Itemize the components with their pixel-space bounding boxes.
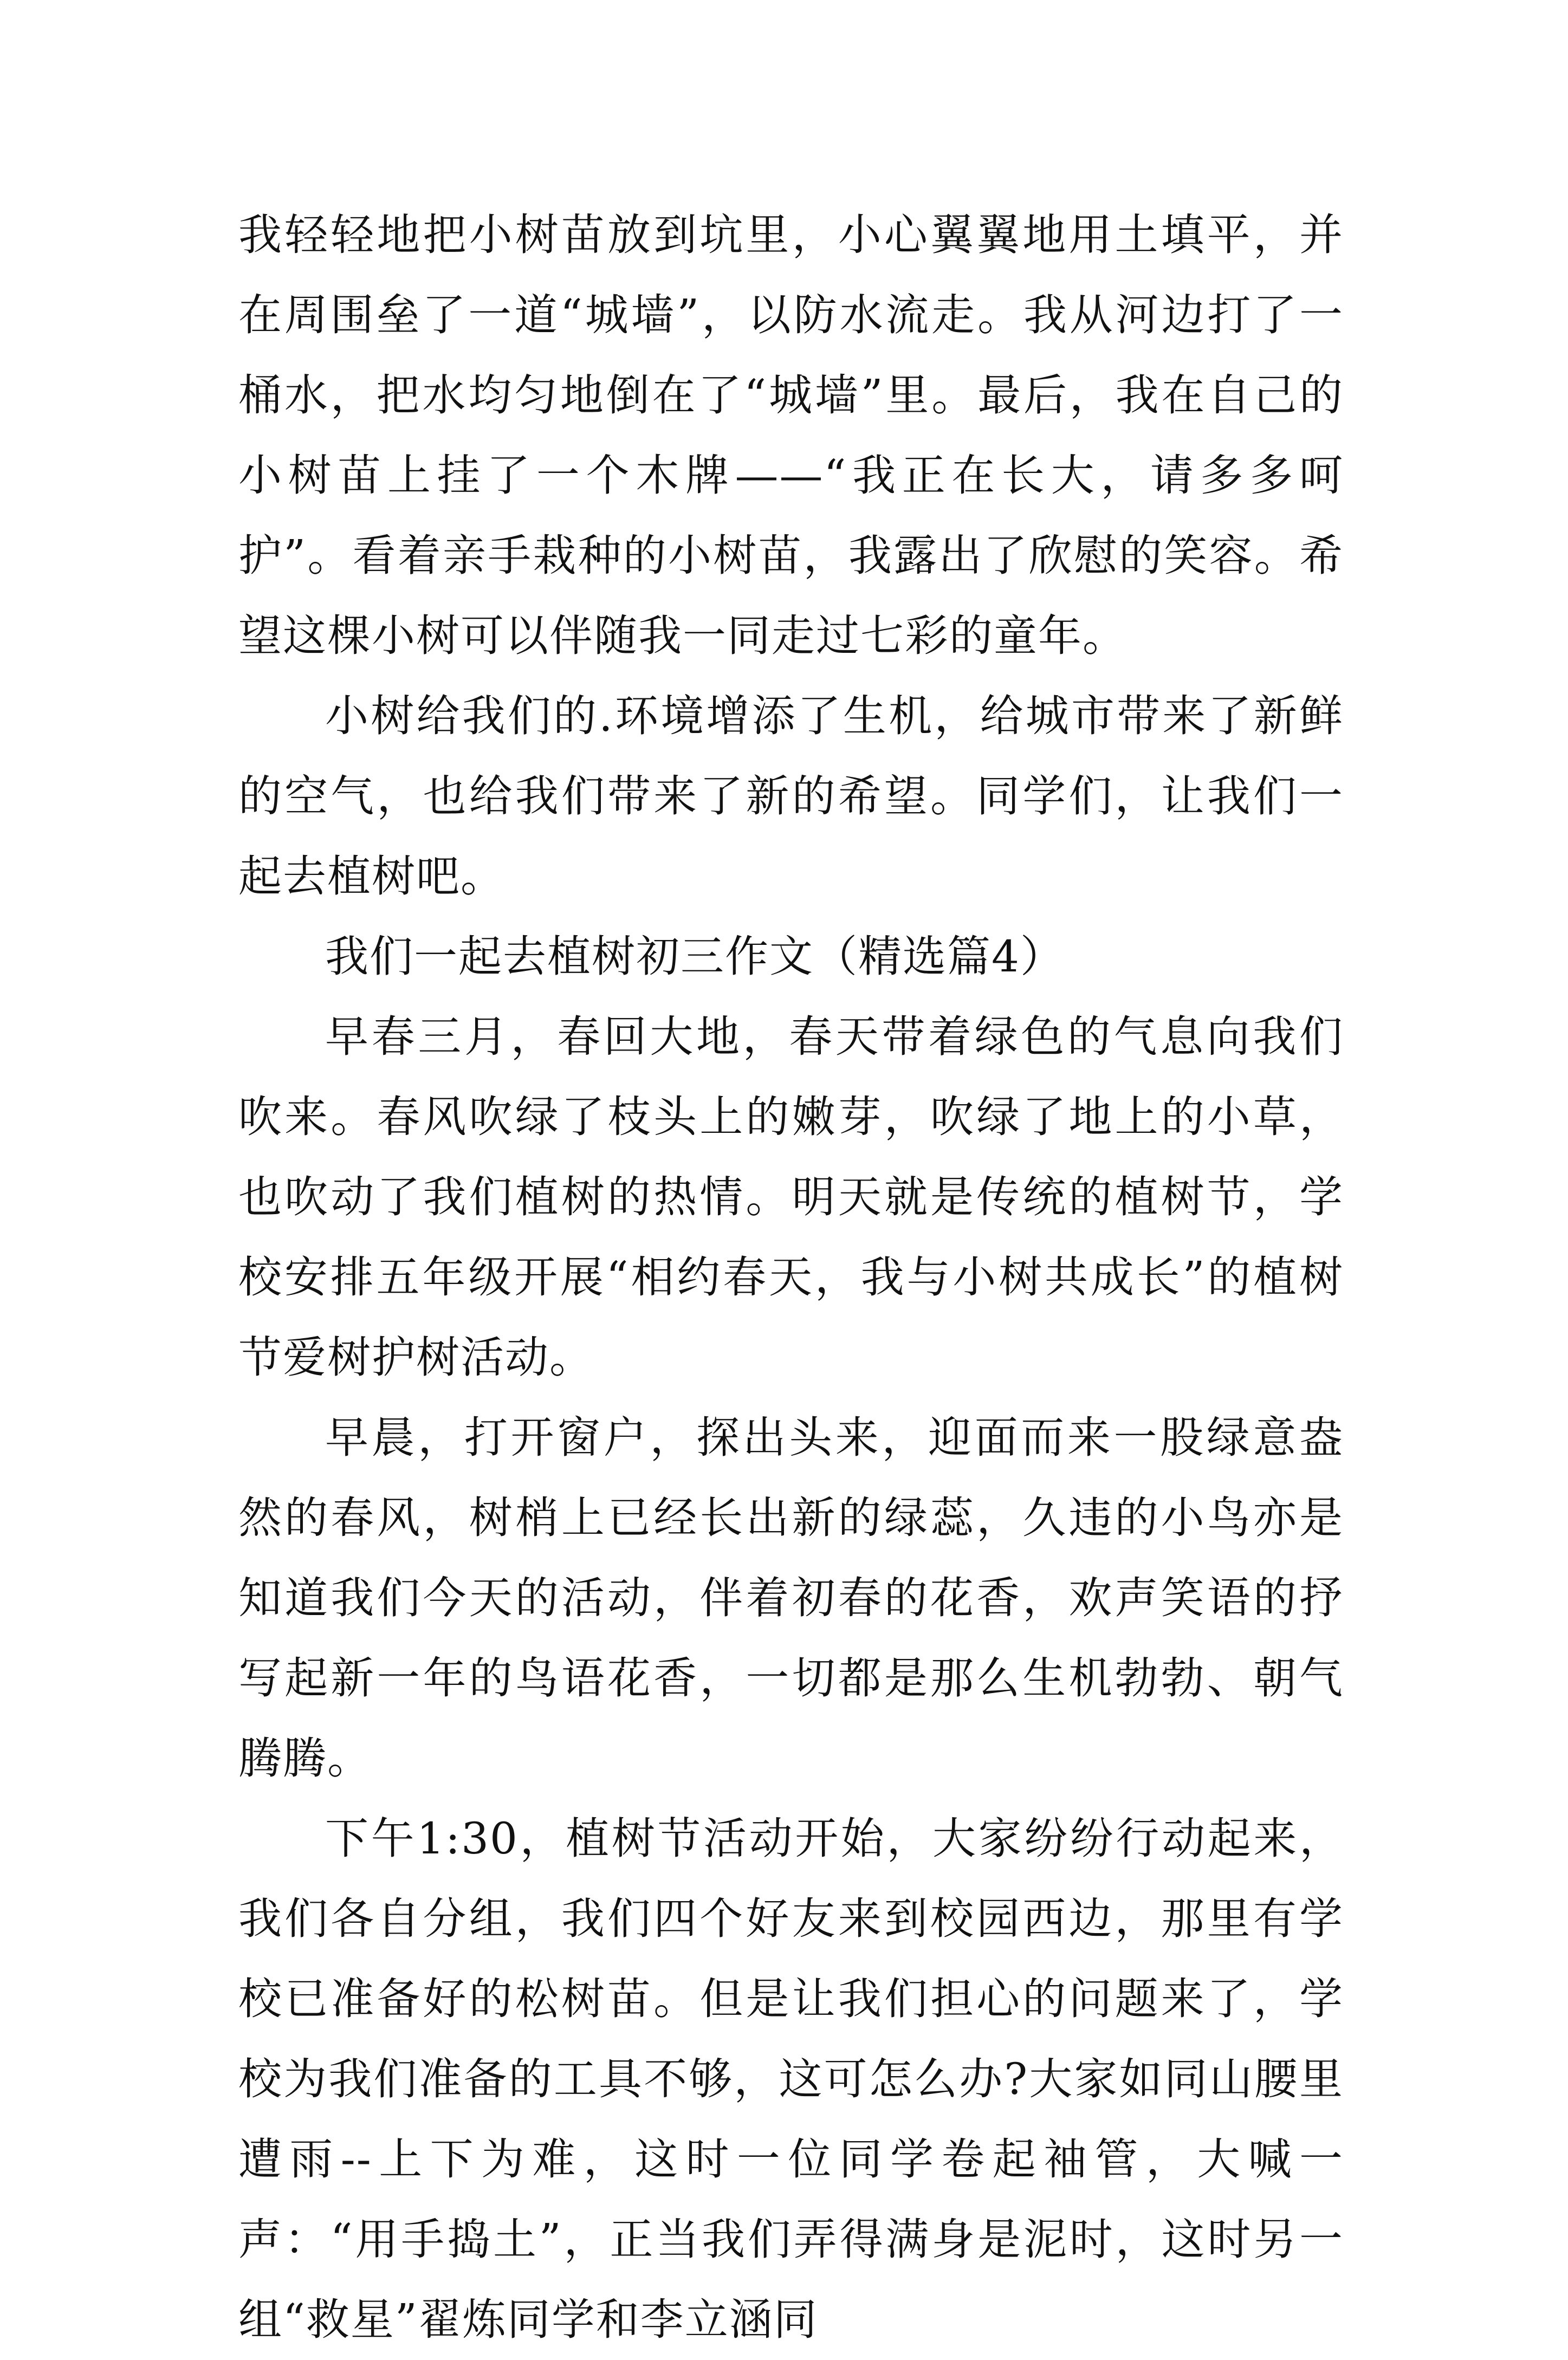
paragraph-afternoon-activity: 下午1:30，植树节活动开始，大家纷纷行动起来，我们各自分组，我们四个好友来到校园西边，那里有学校已准备好的松树苗。但是让我们担心的问题来了，学校为我们准备的工具不够，这可怎么办?大家如同山腰里遭雨--上下为难，这时一位同学卷起袖管，大喊一声：“用手捣土”，正当我们弄得满身是泥时，这时另一组“救星”翟炼同学和李立涵同	[238, 1813, 1344, 2345]
document-body	[238, 195, 1344, 2360]
essay-heading: 我们一起去植树初三作文（精选篇4）	[325, 931, 1065, 982]
paragraph-morning: 早晨，打开窗户，探出头来，迎面而来一股绿意盎然的春风，树梢上已经长出新的绿蕊，久违的小鸟亦是知道我们今天的活动，伴着初春的花香，欢声笑语的抒写起新一年的鸟语花香，一切都是那么生机勃勃、朝气腾腾。	[238, 1412, 1344, 1784]
paragraph-trees-benefit: 小树给我们的.环境增添了生机，给城市带来了新鲜的空气，也给我们带来了新的希望。同学们，让我们一起去植树吧。	[238, 691, 1344, 902]
paragraph-early-spring: 早春三月，春回大地，春天带着绿色的气息向我们吹来。春风吹绿了枝头上的嫩芽，吹绿了地上的小草，也吹动了我们植树的热情。明天就是传统的植树节，学校安排五年级开展“相约春天，我与小树共成长”的植树节爱树护树活动。	[238, 1012, 1344, 1383]
paragraph-planting-sapling: 我轻轻地把小树苗放到坑里，小心翼翼地用土填平，并在周围垒了一道“城墙”，以防水流走。我从河边打了一桶水，把水均匀地倒在了“城墙”里。最后，我在自己的小树苗上挂了一个木牌——“我正在长大，请多多呵护”。看着亲手栽种的小树苗，我露出了欣慰的笑容。希望这棵小树可以伴随我一同走过七彩的童年。	[238, 210, 1344, 661]
